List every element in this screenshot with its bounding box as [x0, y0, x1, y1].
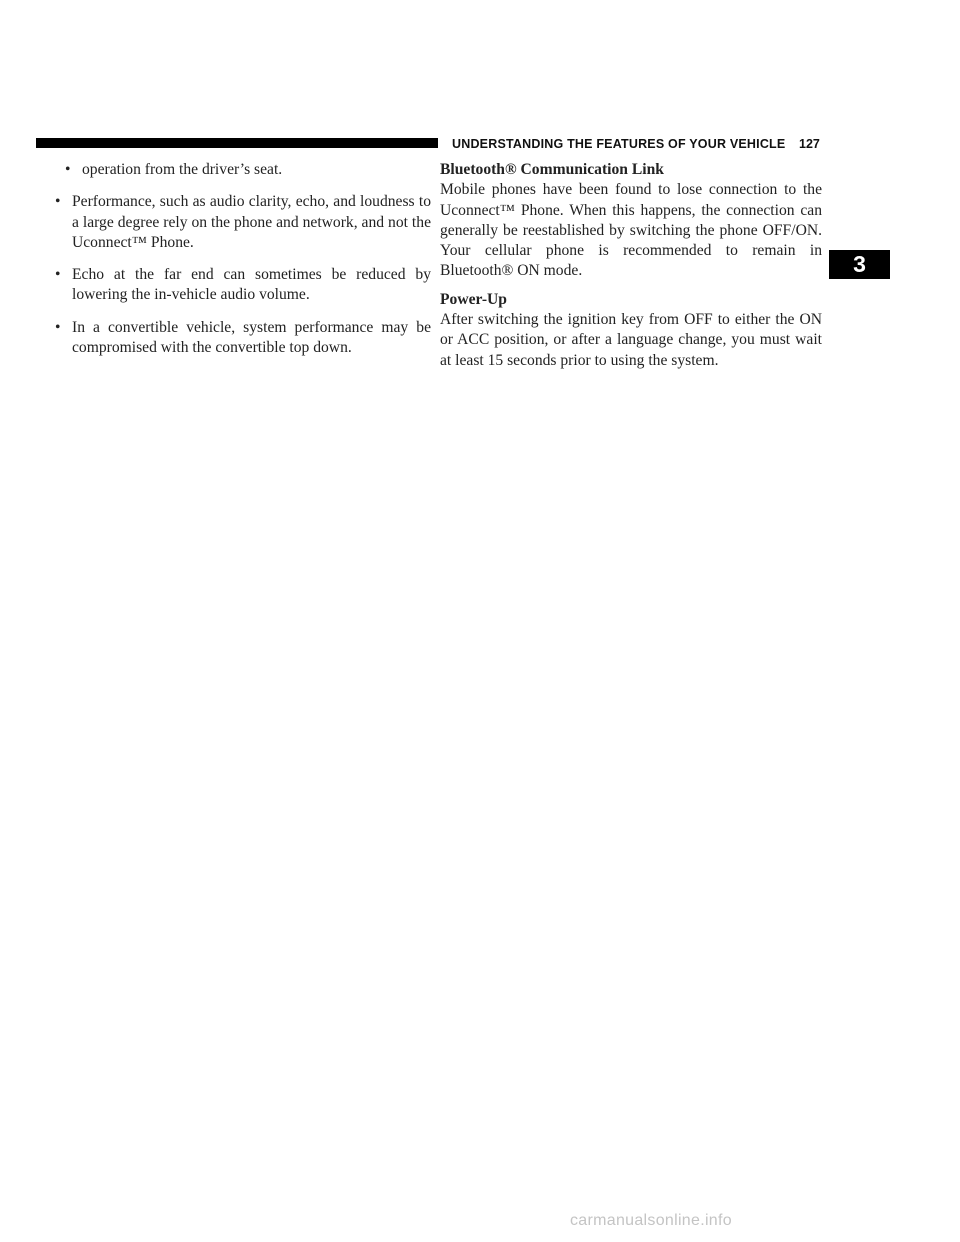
bullet-icon — [55, 318, 60, 338]
watermark: carmanualsonline.info — [570, 1212, 732, 1229]
section-body: Mobile phones have been found to lose connection to the Uconnect™ Phone. When this happens, the connection can generally be reestablished by switching the phone OFF/ON. Your cellular phone is recommended to remain in Bluetooth® ON mode. — [440, 181, 822, 280]
running-header-title: UNDERSTANDING THE FEATURES OF YOUR VEHICLE — [452, 137, 786, 151]
page-number: 127 — [799, 137, 820, 151]
bullet-icon — [65, 160, 70, 180]
list-item-text: In a convertible vehicle, system performance may be compromised with the convertible top down. — [72, 318, 431, 357]
list-item — [55, 265, 431, 306]
list-item-text: operation from the driver’s seat. — [82, 161, 283, 178]
section-bluetooth — [440, 160, 822, 282]
list-item-text: Echo at the far end can sometimes be reduced by lowering the in-vehicle audio volume. — [72, 266, 431, 304]
chapter-tab: 3 — [829, 250, 890, 279]
list-item-text: Performance, such as audio clarity, echo, and loudness to a large degree rely on the phone and network, and not the Uconnect™ Phone. — [72, 193, 431, 251]
header-rule — [36, 138, 438, 148]
bullet-list — [55, 160, 431, 358]
section-heading: Power-Up — [440, 290, 507, 308]
bullet-icon — [55, 192, 60, 212]
right-column — [440, 160, 822, 379]
section-body: After switching the ignition key from OFF to either the ON or ACC position, or after a language change, you must wait at least 15 seconds prior to using the system. — [440, 311, 822, 369]
bullet-icon — [55, 265, 60, 285]
list-item — [55, 192, 431, 253]
list-item — [55, 318, 431, 359]
section-heading: Bluetooth® Communication Link — [440, 161, 664, 178]
left-column — [55, 160, 431, 370]
section-power-up — [440, 290, 822, 371]
list-item — [55, 160, 431, 180]
